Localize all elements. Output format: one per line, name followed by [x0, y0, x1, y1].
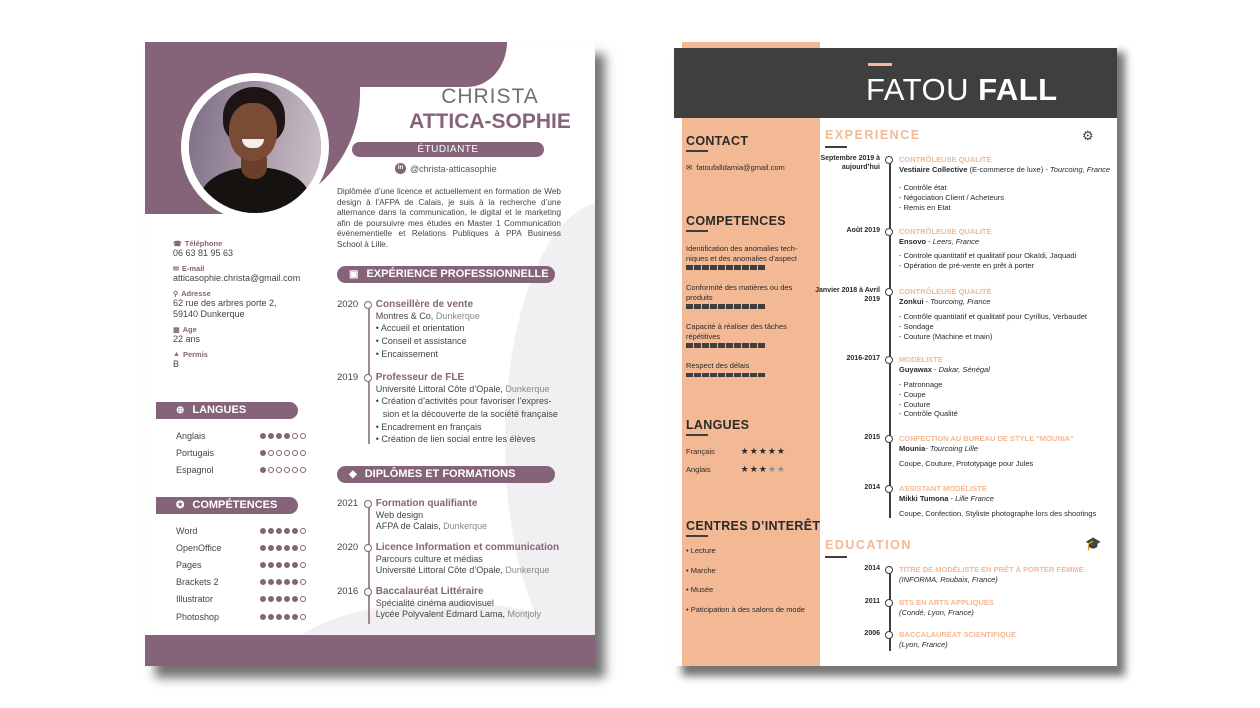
rating-dot [284, 614, 290, 620]
timeline-node [885, 566, 893, 574]
language-name: Français [686, 447, 715, 457]
heading-rule [825, 146, 847, 148]
timeline-item: 2016 Baccalauréat Littéraire Spécialité cinéma audiovisuel Lycée Polyvalent Edmard Lama, Montjoly [337, 586, 542, 619]
rating-label: Brackets 2 [176, 577, 219, 588]
header-blob [295, 42, 507, 87]
skill-label: Identification des anomalies tech-niques et des anomalies d’aspect [686, 244, 798, 263]
skill-bar-segment [710, 343, 717, 348]
timeline-node [885, 228, 893, 236]
rating-dots [260, 467, 306, 473]
rating-dot [276, 596, 282, 602]
rating-dot [292, 450, 298, 456]
skill-bar-segment [686, 265, 693, 270]
skill-bar-segment [750, 304, 757, 309]
rating-dot [268, 528, 274, 534]
skill-bar-segment [686, 373, 693, 378]
star-rating [741, 465, 786, 475]
graduation-cap-icon: 🎓 [1085, 536, 1102, 551]
skill-bar-segment [742, 304, 749, 309]
star-icon: ★ [776, 464, 786, 475]
experience-heading: ▣ EXPÉRIENCE PROFESSIONNELLE [337, 266, 555, 283]
star-rating [741, 447, 786, 457]
heading-rule [686, 535, 708, 537]
rating-dot [300, 562, 306, 568]
rating-dot [292, 433, 298, 439]
rating-dot [300, 433, 306, 439]
skill-bar-segment [726, 265, 733, 270]
skill-bar-segment [758, 304, 765, 309]
skill-bar-segment [710, 304, 717, 309]
skill-label: Conformité des matières ou des produits [686, 283, 793, 302]
rating-dot [260, 433, 266, 439]
skill-bar-segment [734, 265, 741, 270]
languages-list [686, 443, 816, 479]
star-icon: ★ [740, 464, 750, 475]
skill-bar-segment [734, 373, 741, 378]
rating-dots [260, 450, 306, 456]
rating-dot [260, 545, 266, 551]
rating-dots [260, 614, 306, 620]
contact-license: ▲ Permis B [173, 350, 208, 369]
skill-bar-segment [718, 304, 725, 309]
rating-dot [260, 596, 266, 602]
skill-bar-segment [726, 304, 733, 309]
skills-list [686, 244, 814, 400]
rating-row [176, 461, 306, 478]
heading-rule [686, 230, 708, 232]
skill-bar-segment [742, 265, 749, 270]
rating-dot [268, 450, 274, 456]
skill-bar-segment [710, 265, 717, 270]
skill-bar [686, 343, 814, 348]
rating-dot [292, 579, 298, 585]
rating-dot [292, 528, 298, 534]
rating-dot [284, 579, 290, 585]
skill-bar-segment [750, 265, 757, 270]
skills-heading: ✪ COMPÉTENCES [156, 497, 298, 514]
contact-phone: ☎ Téléphone 06 63 81 95 63 [173, 239, 234, 258]
rating-dot [284, 596, 290, 602]
rating-label: Pages [176, 559, 202, 570]
languages-heading: LANGUES [686, 418, 750, 432]
timeline-node [885, 156, 893, 164]
intro-text: Diplômée d’une licence et actuellement en formation de Web design à l’AFPA de Calais, je suis à la recherche d’une alternance dans la communication, le digital et le marketing afin de poursuivre mes études en Master 1 Communication événementielle et Relations Publiques à PPA Business School à Lille. [337, 187, 561, 249]
rating-dot [300, 528, 306, 534]
star-icon: ★ [758, 464, 768, 475]
skill-bar [686, 373, 814, 378]
rating-dot [300, 450, 306, 456]
rating-row [176, 427, 306, 444]
rating-row [176, 444, 306, 461]
rating-dot [292, 614, 298, 620]
languages-list [176, 427, 306, 479]
rating-label: OpenOffice [176, 542, 222, 553]
rating-row [176, 591, 306, 608]
rating-row [176, 556, 306, 573]
rating-dot [260, 562, 266, 568]
skill-bar-segment [702, 265, 709, 270]
heading-rule [825, 556, 847, 558]
linkedin[interactable] [395, 163, 497, 174]
banner-accent [868, 63, 892, 66]
timeline-line [889, 158, 891, 518]
pin-icon: ⚲ [173, 290, 179, 298]
rating-row [176, 608, 306, 625]
star-icon: ★ [776, 446, 786, 457]
rating-dot [300, 596, 306, 602]
skill-bar-segment [758, 265, 765, 270]
rating-dot [300, 545, 306, 551]
skill-bar-segment [758, 343, 765, 348]
rating-dot [292, 562, 298, 568]
skills-heading: COMPETENCES [686, 214, 786, 228]
timeline-item: 2021 Formation qualifiante Web design AFPA de Calais, Dunkerque [337, 498, 488, 531]
skill-bar-segment [718, 343, 725, 348]
rating-dot [268, 579, 274, 585]
skill-bar-segment [702, 343, 709, 348]
rating-dot [276, 562, 282, 568]
skill-bar-segment [742, 373, 749, 378]
rating-dots [260, 433, 306, 439]
skill-bar [686, 265, 814, 270]
skill-bar-segment [718, 265, 725, 270]
linkedin-icon: in [395, 163, 406, 174]
languages-heading: ⊕ LANGUES [156, 402, 298, 419]
rating-dot [268, 596, 274, 602]
skills-list [176, 522, 306, 625]
role-badge: ÉTUDIANTE [352, 142, 544, 157]
rating-dot [284, 450, 290, 456]
resume-fatou: FATOU FALL CONTACT ✉ fatoufalldamia@gmail.com COMPETENCES Identification des anomalies tech-niques et des anomalies d’aspect Conformité des matières ou des produits Capacité à réaliser des tâches répétitives Respect des délais LANGUES Français ★★★★★ Anglais ★★★★★ CENTRES D’INTERÊT • Lecture • Marche • Musée • Paticipation à des salons de mode EXPERIENCE ⚙ Septembre 2019 à aujourd’hui CONTRÔLEUSE QUALITÉ Vestiaire Collective (E-commerce de luxe) - Tourcoing, France - Contrôle état - Négociation Client / Acheteurs - Remis en Etat Août 2019 CONTRÔLEUSE QUALITÉ Ensovo - Leers, France - Controle quantitatif et qualitatif pour Okaïdi, Jaquadi - Opération de pré-vente en prêt à porter Janvier 2018 à Avril 2019 CONTRÔLEUSE QUALITÉ Zonkui - Tourcoing, France - Contrôle quantitatif et qualitatif pour Cyrillus, Verbaudet - Sondage - Couture (Machine et main) 2016-2017 MODELISTE Guyawax - Dakar, Sénégal - Patronnage - Coupe - Couture - Contrôle Qualité 2015 CONFECTION AU BUREAU DE STYLE "MOUNIA" Mounia- Tourcoing Lille Coupe, Couture, Prototypage pour Jules 2014 ASSISTANT MODÉLISTE Mikki Tumona - Lille France Coupe, Confection, Styliste photographe lors des shootings EDUCATION 🎓 2014 TITRE DE MODÉLISTE EN PRÊT À PORTER FEMME (INFORMA, Roubaix, France) 2011 BTS EN ARTS APPLIQUÉS (Condé, Lyon, France) 2006 BACCALAURÉAT SCIENTIFIQUE (Lyon, France) [674, 42, 1117, 666]
rating-dot [284, 545, 290, 551]
star-icon: ★ [767, 464, 777, 475]
language-row [686, 443, 786, 461]
skill-bar-segment [694, 265, 701, 270]
skill-item [686, 244, 814, 283]
rating-dot [284, 528, 290, 534]
rating-dot [276, 528, 282, 534]
contact-age: ▦ Age 22 ans [173, 325, 201, 344]
rating-dot [284, 467, 290, 473]
rating-label: Illustrator [176, 594, 214, 605]
timeline-node [364, 500, 372, 508]
rating-row [176, 574, 306, 591]
rating-dot [300, 614, 306, 620]
rating-dot [268, 562, 274, 568]
last-name: ATTICA-SOPHIE [409, 110, 571, 133]
timeline-node [885, 356, 893, 364]
rating-dot [292, 545, 298, 551]
skill-item [686, 283, 814, 322]
rating-dot [268, 545, 274, 551]
rating-label: Anglais [176, 430, 206, 441]
briefcase-icon: ▣ [349, 269, 359, 280]
rating-dot [260, 579, 266, 585]
mail-icon: ✉ [173, 265, 179, 273]
rating-dots [260, 528, 306, 534]
rating-dot [284, 562, 290, 568]
rating-dots [260, 562, 306, 568]
contact-list [173, 239, 313, 375]
skill-bar-segment [702, 304, 709, 309]
rating-dot [276, 545, 282, 551]
resume-christa [145, 42, 595, 666]
rating-dot [276, 467, 282, 473]
rating-dot [260, 467, 266, 473]
rating-row [176, 522, 306, 539]
skill-bar-segment [694, 304, 701, 309]
rating-dots [260, 579, 306, 585]
rating-dot [268, 467, 274, 473]
skill-bar-segment [726, 343, 733, 348]
graduation-cap-icon: ◆ [349, 469, 357, 480]
rating-dots [260, 596, 306, 602]
timeline-node [885, 435, 893, 443]
rating-label: Portugais [176, 447, 215, 458]
timeline-node [885, 485, 893, 493]
rating-label: Espagnol [176, 464, 214, 475]
interests-heading: CENTRES D’INTERÊT [686, 519, 821, 533]
skill-item [686, 322, 814, 361]
rating-dot [260, 528, 266, 534]
phone-icon: ☎ [173, 240, 182, 248]
star-icon: ★ [758, 446, 768, 457]
rating-dot [276, 614, 282, 620]
heading-rule [686, 150, 708, 152]
footer-band [145, 635, 595, 666]
timeline-node [364, 544, 372, 552]
rating-dot [284, 433, 290, 439]
timeline-node [885, 288, 893, 296]
skill-item [686, 361, 814, 400]
language-name: Anglais [686, 465, 711, 475]
skill-bar-segment [726, 373, 733, 378]
rating-dot [260, 614, 266, 620]
skill-bar-segment [734, 304, 741, 309]
rating-dot [276, 579, 282, 585]
language-row [686, 461, 786, 479]
skill-label: Capacité à réaliser des tâches répétitives [686, 322, 787, 341]
skill-bar-segment [758, 373, 765, 378]
calendar-icon: ▦ [173, 326, 180, 334]
education-heading: EDUCATION [825, 538, 912, 552]
timeline-node [364, 301, 372, 309]
rating-dots [260, 545, 306, 551]
skill-bar-segment [734, 343, 741, 348]
skill-bar-segment [710, 373, 717, 378]
skill-bar-segment [742, 343, 749, 348]
skill-bar-segment [686, 343, 693, 348]
timeline-item: 2019 Professeur de FLE Université Littoral Côte d’Opale, Dunkerque • Création d’activités pour favoriser l’expres- sion et la découverte de la société française • Encadrement en français • Création de lien social entre les élèves [337, 372, 558, 445]
rating-dot [300, 579, 306, 585]
contact-address: ⚲ Adresse 62 rue des arbres porte 2, 59140 Dunkerque [173, 289, 277, 319]
skill-label: Respect des délais [686, 361, 750, 370]
contact-heading: CONTACT [686, 134, 749, 148]
rating-dot [276, 433, 282, 439]
skill-bar-segment [694, 343, 701, 348]
education-heading: ◆ DIPLÔMES ET FORMATIONS [337, 466, 555, 483]
star-icon: ★ [740, 446, 750, 457]
rating-label: Photoshop [176, 611, 220, 622]
star-icon: ★ [749, 464, 759, 475]
contact-email: ✉ E-mail atticasophie.christa@gmail.com [173, 264, 301, 283]
linkedin-handle: @christa-atticasophie [410, 163, 497, 174]
gears-icon: ⚙ [1082, 128, 1094, 143]
timeline-node [364, 374, 372, 382]
experience-heading: EXPERIENCE [825, 128, 921, 142]
rating-dot [260, 450, 266, 456]
rating-dot [292, 467, 298, 473]
skill-bar [686, 304, 814, 309]
contact-email[interactable]: ✉ fatoufalldamia@gmail.com [686, 163, 785, 172]
skill-bar-segment [750, 373, 757, 378]
rating-row [176, 539, 306, 556]
star-icon: ★ [749, 446, 759, 457]
profile-photo [189, 81, 321, 213]
star-icon: ★ [767, 446, 777, 457]
interests-list: • Lecture • Marche • Musée • Paticipation à des salons de mode [686, 546, 805, 614]
award-icon: ✪ [176, 500, 185, 511]
experience-timeline [337, 299, 567, 446]
timeline-node [885, 631, 893, 639]
mail-icon: ✉ [686, 163, 693, 172]
skill-bar-segment [702, 373, 709, 378]
rating-dot [268, 433, 274, 439]
skill-bar-segment [694, 373, 701, 378]
timeline-item: 2020 Conseillère de vente Montres & Co, Dunkerque • Accueil et orientation • Conseil et assistance • Encaissement [337, 299, 480, 359]
full-name: FATOU FALL [866, 72, 1058, 107]
timeline-node [364, 588, 372, 596]
rating-label: Word [176, 525, 198, 536]
rating-dot [300, 467, 306, 473]
rating-dot [268, 614, 274, 620]
car-icon: ▲ [173, 351, 180, 358]
education-timeline [337, 498, 567, 620]
heading-rule [686, 434, 708, 436]
first-name: CHRISTA [441, 85, 539, 108]
globe-icon: ⊕ [176, 405, 185, 416]
skill-bar-segment [718, 373, 725, 378]
timeline-node [885, 599, 893, 607]
timeline-item: 2020 Licence Information et communication Parcours culture et médias Université Littoral Côte d’Opale, Dunkerque [337, 542, 560, 575]
rating-dot [276, 450, 282, 456]
rating-dot [292, 596, 298, 602]
skill-bar-segment [686, 304, 693, 309]
skill-bar-segment [750, 343, 757, 348]
